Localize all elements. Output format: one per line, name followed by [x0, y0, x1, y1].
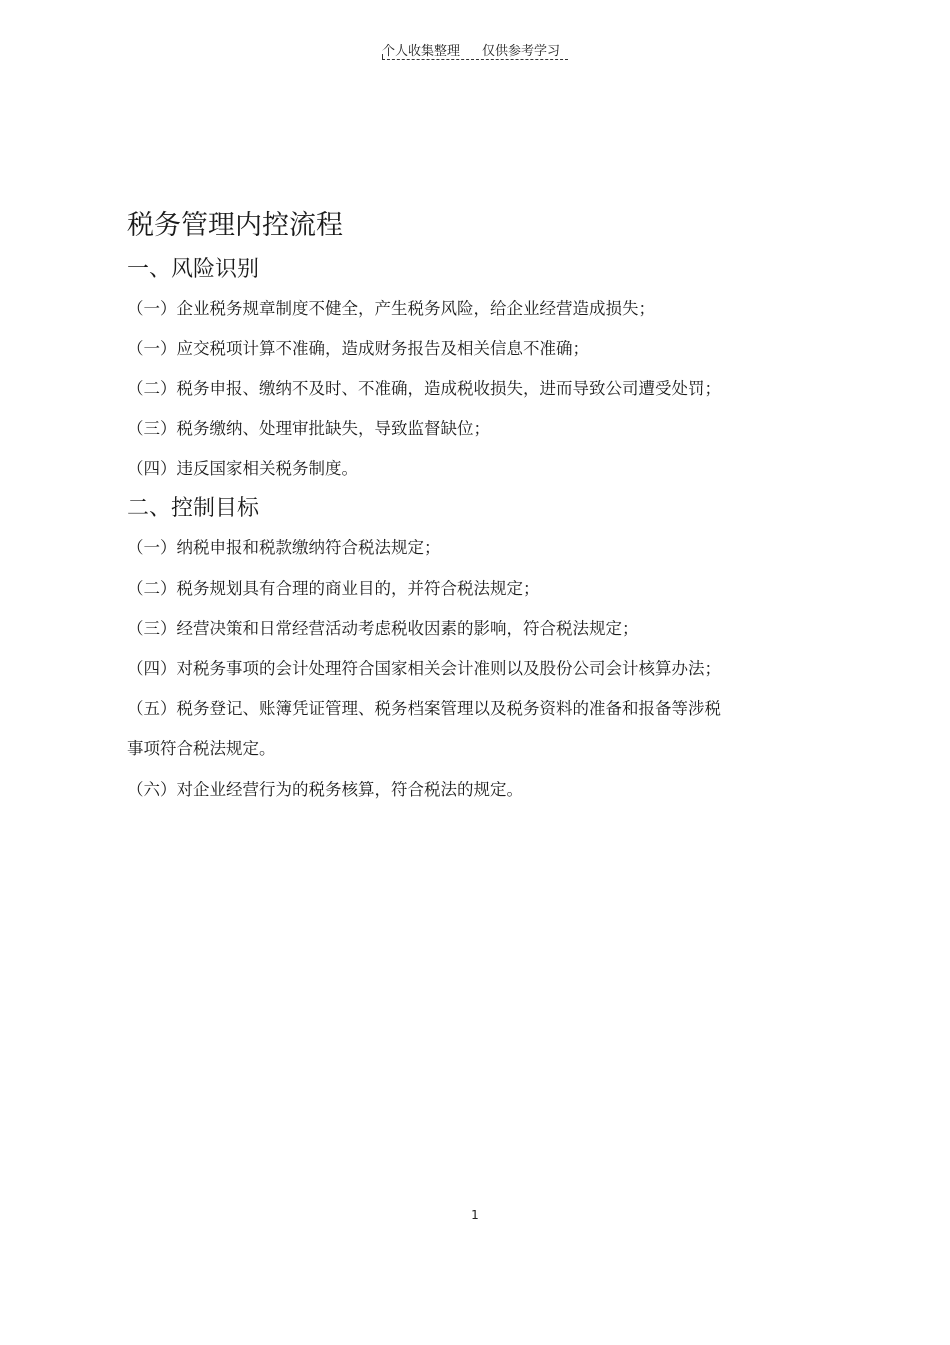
list-item: （一）应交税项计算不准确，造成财务报告及相关信息不准确；: [127, 339, 589, 358]
list-item: （二）税务规划具有合理的商业目的，并符合税法规定；: [127, 579, 540, 598]
list-item: （五）税务登记、账簿凭证管理、税务档案管理以及税务资料的准备和报备等涉税: [127, 699, 721, 718]
header-left-text: 个人收集整理: [382, 44, 461, 59]
section-heading-risk-identification: 一、风险识别: [127, 257, 260, 282]
list-item: （一）企业税务规章制度不健全，产生税务风险，给企业经营造成损失；: [127, 299, 655, 318]
list-item: （六）对企业经营行为的税务核算，符合税法的规定。: [127, 780, 523, 799]
header-right-text: 仅供参考学习: [482, 44, 561, 59]
list-item: （四）对税务事项的会计处理符合国家相关会计准则以及股份公司会计核算办法；: [127, 659, 721, 678]
list-item: （二）税务申报、缴纳不及时、不准确，造成税收损失，进而导致公司遭受处罚；: [127, 379, 721, 398]
section-heading-control-objectives: 二、控制目标: [127, 496, 260, 521]
list-item: （四）违反国家相关税务制度。: [127, 459, 358, 478]
list-item: （一）纳税申报和税款缴纳符合税法规定；: [127, 538, 441, 557]
document-title: 税务管理内控流程: [127, 210, 343, 241]
list-item: （三）经营决策和日常经营活动考虑税收因素的影响，符合税法规定；: [127, 619, 639, 638]
page-header: [382, 38, 568, 60]
list-item: （三）税务缴纳、处理审批缺失，导致监督缺位；: [127, 419, 490, 438]
list-item-continuation: 事项符合税法规定。: [127, 739, 276, 758]
page-number: 1: [471, 1208, 479, 1222]
